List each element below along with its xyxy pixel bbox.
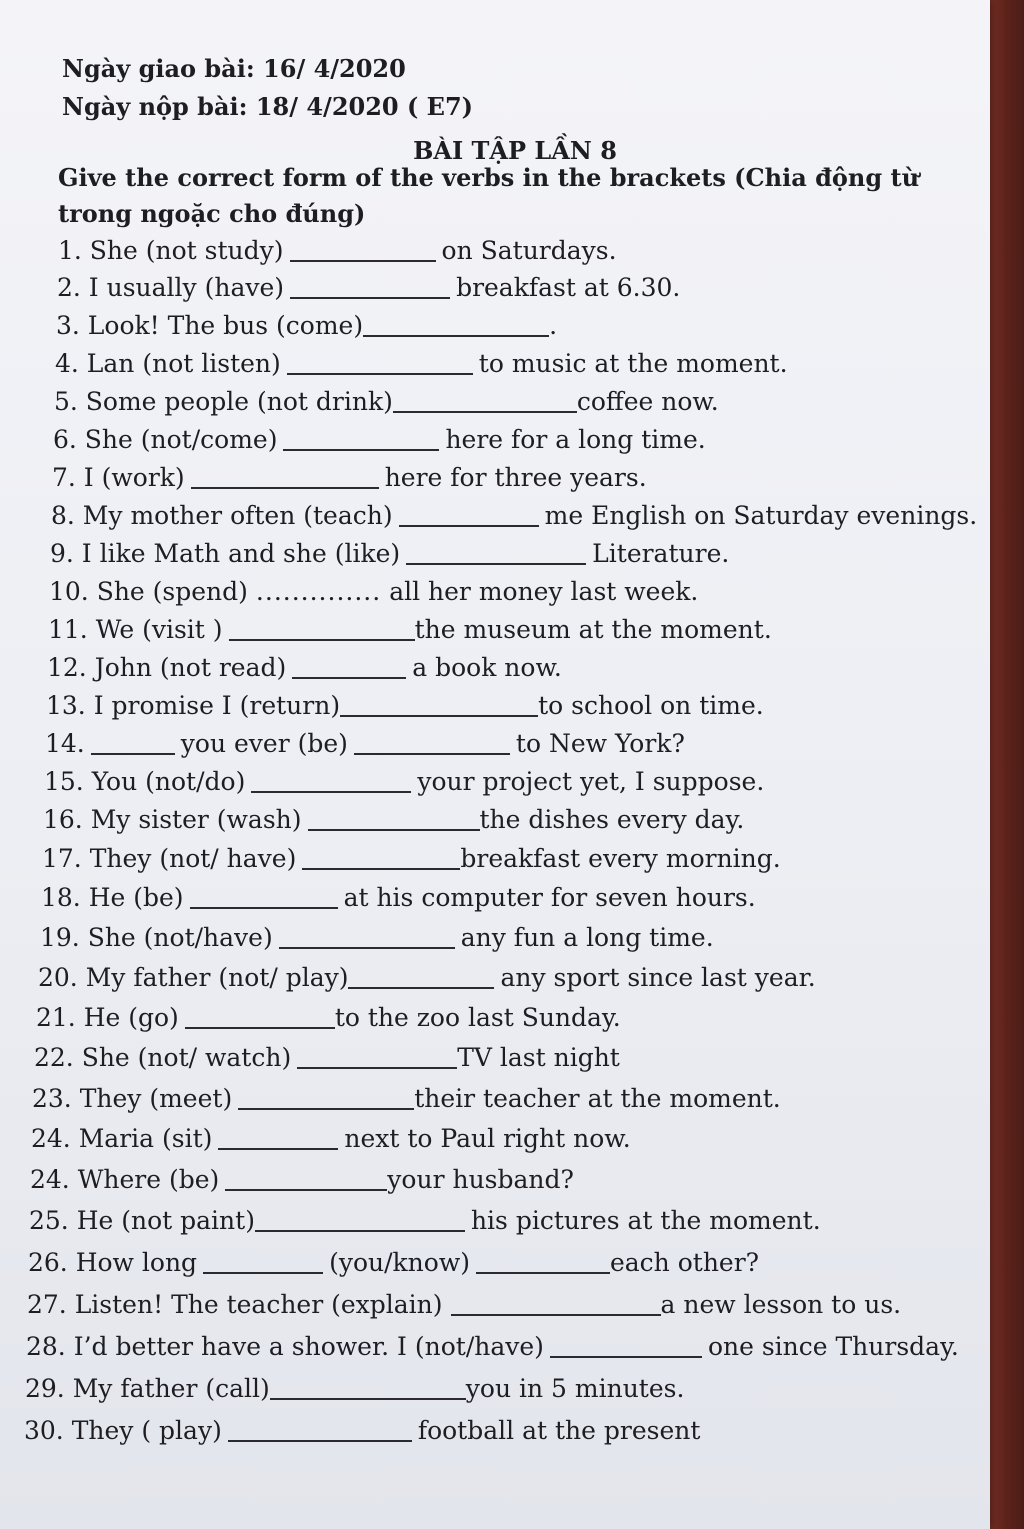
question-item (44, 765, 764, 799)
question-suffix: TV last night (457, 1043, 620, 1072)
question-prefix: 12. John (not read) (47, 653, 287, 682)
question-item (27, 1288, 901, 1322)
question-item (38, 961, 816, 995)
question-item (36, 1001, 621, 1035)
answer-blank[interactable] (218, 1122, 338, 1150)
question-prefix: 18. He (be) (41, 883, 184, 912)
question-middle: (you/know) (329, 1248, 470, 1277)
answer-blank[interactable] (190, 881, 338, 909)
question-item (26, 1330, 959, 1364)
answer-blank[interactable] (476, 1246, 610, 1274)
question-prefix: 6. She (not/come) (53, 425, 278, 454)
question-suffix: here for three years. (384, 463, 647, 492)
question-suffix: me English on Saturday evenings. (544, 501, 978, 530)
question-suffix: Literature. (592, 539, 730, 568)
question-prefix: 28. I’d better have a shower. I (not/have) (26, 1332, 544, 1361)
question-suffix: at his computer for seven hours. (343, 883, 756, 912)
question-suffix: you in 5 minutes. (465, 1374, 685, 1403)
question-suffix: . (549, 311, 558, 340)
question-prefix: 26. How long (28, 1248, 198, 1277)
question-suffix: on Saturdays. (441, 236, 617, 265)
question-prefix: 7. I (work) (52, 463, 185, 492)
question-item (45, 727, 685, 761)
answer-blank[interactable] (451, 1288, 661, 1316)
question-item (53, 423, 706, 457)
question-suffix: breakfast at 6.30. (456, 273, 681, 302)
question-prefix: 3. Look! The bus (come) (56, 311, 364, 340)
question-prefix: 4. Lan (not listen) (55, 349, 281, 378)
answer-blank[interactable] (290, 234, 436, 262)
question-prefix: 23. They (meet) (32, 1084, 233, 1113)
answer-blank[interactable] (229, 613, 415, 641)
instruction: Give the correct form of the verbs in the brackets (Chia động từ trong ngoặc cho đúng) (58, 163, 920, 228)
question-prefix: 10. She (spend) (49, 577, 248, 606)
answer-blank[interactable] (406, 537, 586, 565)
question-item (42, 842, 781, 876)
question-suffix: any fun a long time. (460, 923, 714, 952)
question-item (47, 651, 562, 685)
question-item (56, 309, 557, 343)
question-prefix: 27. Listen! The teacher (explain) (27, 1290, 443, 1319)
question-prefix: 15. You (not/do) (44, 767, 246, 796)
question-item (32, 1082, 781, 1116)
question-prefix: 9. I like Math and she (like) (50, 539, 401, 568)
question-suffix: any sport since last year. (500, 963, 816, 992)
question-prefix: 24. Where (be) (30, 1165, 220, 1194)
answer-blank[interactable] (203, 1246, 323, 1274)
answer-blank[interactable] (255, 1204, 465, 1232)
question-item (49, 575, 698, 609)
answer-blank[interactable] (308, 803, 480, 831)
question-suffix: a book now. (412, 653, 562, 682)
question-item (31, 1122, 631, 1156)
question-prefix: 8. My mother often (teach) (51, 501, 393, 530)
answer-blank[interactable] (91, 727, 175, 755)
question-suffix: coffee now. (576, 387, 719, 416)
question-item (43, 803, 744, 837)
question-suffix: their teacher at the moment. (414, 1084, 781, 1113)
question-prefix: 13. I promise I (return) (46, 691, 341, 720)
answer-blank[interactable] (348, 961, 494, 989)
question-suffix: one since Thursday. (707, 1332, 959, 1361)
answer-blank[interactable] (302, 842, 460, 870)
answer-blank[interactable] (354, 727, 510, 755)
question-suffix: to school on time. (538, 691, 764, 720)
answer-blank[interactable] (287, 347, 473, 375)
question-suffix: a new lesson to us. (660, 1290, 902, 1319)
question-item (29, 1204, 821, 1238)
question-prefix: 22. She (not/ watch) (34, 1043, 292, 1072)
question-item (57, 271, 680, 305)
answer-blank[interactable] (225, 1163, 387, 1191)
question-prefix: 25. He (not paint) (29, 1206, 255, 1235)
answer-blank[interactable] (251, 765, 411, 793)
question-item (40, 921, 714, 955)
question-item (24, 1414, 700, 1448)
question-item (55, 347, 788, 381)
question-suffix: your project yet, I suppose. (417, 767, 765, 796)
question-suffix: the dishes every day. (479, 805, 745, 834)
question-item (30, 1163, 574, 1197)
question-prefix: 16. My sister (wash) (43, 805, 302, 834)
question-item (51, 499, 977, 533)
answer-blank[interactable] (297, 1041, 457, 1069)
question-suffix: to the zoo last Sunday. (334, 1003, 621, 1032)
question-suffix: to music at the moment. (478, 349, 788, 378)
answer-blank[interactable] (290, 271, 450, 299)
question-item (58, 234, 617, 268)
question-item (48, 613, 772, 647)
question-prefix: 17. They (not/ have) (42, 844, 297, 873)
answer-blank[interactable] (279, 921, 455, 949)
answer-blank[interactable] (340, 689, 538, 717)
question-suffix: the museum at the moment. (414, 615, 772, 644)
answer-blank[interactable] (283, 423, 439, 451)
question-item (46, 689, 764, 723)
question-prefix: 5. Some people (not drink) (54, 387, 393, 416)
answer-blank[interactable] (363, 309, 549, 337)
answer-blank[interactable] (399, 499, 539, 527)
question-middle: you ever (be) (180, 729, 348, 758)
answer-blank[interactable] (393, 385, 577, 413)
question-item (54, 385, 719, 419)
question-prefix: 19. She (not/have) (40, 923, 273, 952)
question-suffix: next to Paul right now. (344, 1124, 631, 1153)
question-prefix: 14. (45, 729, 85, 758)
question-suffix: each other? (609, 1248, 760, 1277)
question-prefix: 20. My father (not/ play) (38, 963, 349, 992)
question-item (34, 1041, 620, 1075)
answer-blank[interactable] (292, 651, 406, 679)
question-item (41, 881, 756, 915)
question-prefix: 1. She (not study) (58, 236, 284, 265)
question-suffix: breakfast every morning. (460, 844, 781, 873)
question-item (52, 461, 647, 495)
assigned-date: Ngày giao bài: 16/ 4/2020 (62, 54, 406, 83)
answer-blank[interactable] (228, 1414, 412, 1442)
question-item (50, 537, 729, 571)
question-prefix: 29. My father (call) (25, 1374, 270, 1403)
question-suffix: your husband? (387, 1165, 574, 1194)
answer-dotted-blank[interactable]: .............. (255, 577, 382, 606)
page-title: BÀI TẬP LẦN 8 (413, 136, 617, 165)
question-suffix: here for a long time. (445, 425, 706, 454)
question-prefix: 2. I usually (have) (57, 273, 285, 302)
question-prefix: 21. He (go) (36, 1003, 179, 1032)
question-suffix: football at the present (417, 1416, 701, 1445)
question-prefix: 24. Maria (sit) (31, 1124, 213, 1153)
answer-blank[interactable] (191, 461, 379, 489)
question-suffix: his pictures at the moment. (470, 1206, 821, 1235)
answer-blank[interactable] (550, 1330, 702, 1358)
answer-blank[interactable] (238, 1082, 414, 1110)
question-suffix: to New York? (515, 729, 685, 758)
answer-blank[interactable] (270, 1372, 466, 1400)
question-suffix: all her money last week. (389, 577, 699, 606)
question-prefix: 30. They ( play) (24, 1416, 222, 1445)
due-date: Ngày nộp bài: 18/ 4/2020 ( E7) (62, 92, 474, 121)
question-item (28, 1246, 759, 1280)
question-item (25, 1372, 684, 1406)
answer-blank[interactable] (185, 1001, 335, 1029)
question-prefix: 11. We (visit ) (48, 615, 223, 644)
